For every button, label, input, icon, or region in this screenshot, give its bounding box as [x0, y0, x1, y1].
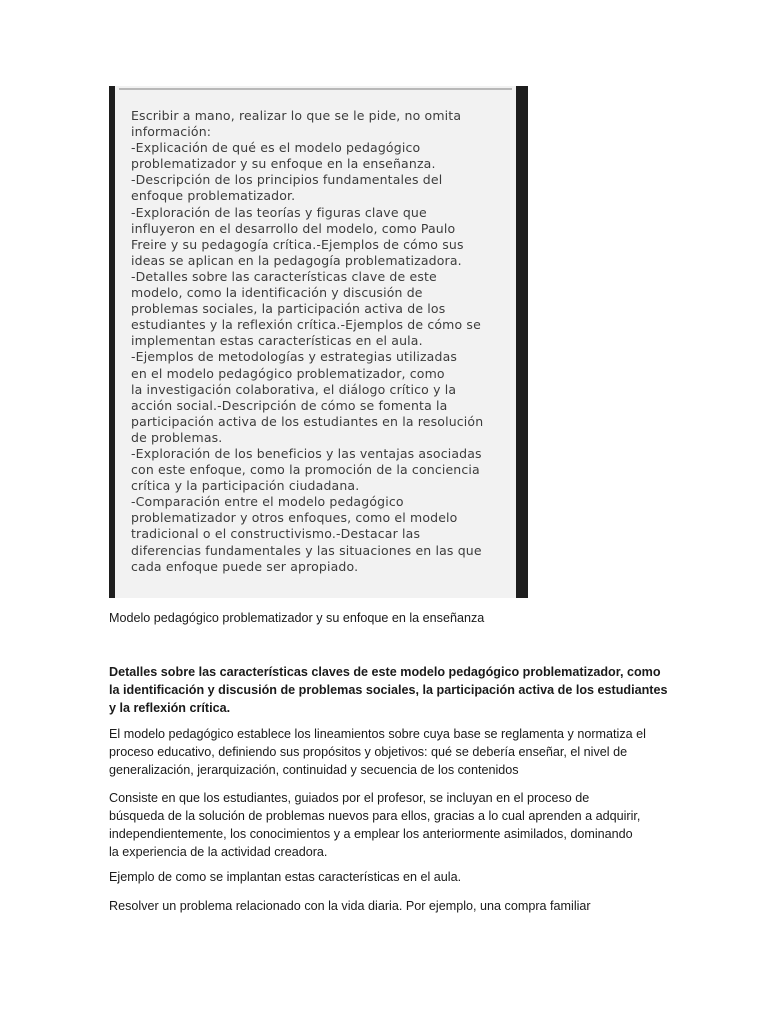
photo-line: acción social.-Descripción de cómo se fomenta la [131, 397, 448, 413]
heading-line: y la reflexión crítica. [109, 701, 231, 715]
photo-caption: Modelo pedagógico problematizador y su enfoque en la enseñanza [109, 611, 485, 625]
paragraph-line: búsqueda de la solución de problemas nuevos para ellos, gracias a lo cual aprenden a adquirir, [109, 809, 641, 823]
photo-line: cada enfoque puede ser apropiado. [131, 558, 359, 574]
photo-line: modelo, como la identificación y discusión de [131, 285, 423, 301]
photo-line: -Comparación entre el modelo pedagógico [131, 494, 404, 510]
photo-line: problemas sociales, la participación activa de los [131, 301, 446, 317]
photo-line: participación activa de los estudiantes en la resolución [131, 413, 484, 429]
paragraph-line: El modelo pedagógico establece los lineamientos sobre cuya base se reglamenta y normatiza el [109, 727, 646, 741]
heading-line: Detalles sobre las características claves de este modelo pedagógico problematizador, como [109, 665, 661, 679]
photo-line: tradicional o el constructivismo.-Destacar las [131, 526, 421, 542]
photo-line: -Ejemplos de metodologías y estrategias utilizadas [131, 349, 458, 365]
paragraph-line: proceso educativo, definiendo sus propósitos y objetivos: qué se debería enseñar, el nivel de [109, 745, 628, 759]
photo-line: en el modelo pedagógico problematizador, como [131, 365, 445, 381]
photo-line: Escribir a mano, realizar lo que se le pide, no omita [131, 108, 462, 123]
section-heading [109, 663, 668, 717]
photo-line: crítica y la participación ciudadana. [131, 478, 360, 494]
paragraph-line: independientemente, los conocimientos y a emplear los anteriormente asimilados, dominando [109, 827, 633, 841]
photo-line: información: [131, 124, 212, 140]
photo-line: -Descripción de los principios fundamentales del [131, 172, 443, 188]
photo-paper [115, 86, 516, 598]
photo-line: influyeron en el desarrollo del modelo, como Paulo [131, 220, 456, 236]
photo-line: -Explicación de qué es el modelo pedagógico [131, 140, 421, 156]
photo-line: enfoque problematizador. [131, 188, 296, 204]
photo-instructions-text [131, 108, 506, 575]
photo-divider [119, 88, 512, 90]
photo-line: problematizador y su enfoque en la enseñanza. [131, 156, 436, 172]
photo-line: la investigación colaborativa, el diálogo crítico y la [131, 381, 457, 397]
photo-line: -Exploración de las teorías y figuras clave que [131, 204, 427, 220]
paragraph-example-intro: Ejemplo de como se implantan estas características en el aula. [109, 870, 462, 884]
photo-line: ideas se aplican en la pedagogía problematizadora. [131, 252, 462, 268]
photo-line: Freire y su pedagogía crítica.-Ejemplos de cómo sus [131, 236, 464, 252]
paragraph-line: generalización, jerarquización, continuidad y secuencia de los contenidos [109, 763, 519, 777]
photo-line: -Detalles sobre las características clave de este [131, 268, 437, 284]
paragraph-model-description [109, 789, 665, 861]
paragraph-example: Resolver un problema relacionado con la vida diaria. Por ejemplo, una compra familiar [109, 899, 591, 913]
photo-line: problematizador y otros enfoques, como el modelo [131, 510, 458, 526]
heading-line: la identificación y discusión de problemas sociales, la participación activa de los estudiantes [109, 683, 668, 697]
handwriting-instructions-photo [109, 86, 528, 598]
paragraph-model-definition [109, 725, 665, 779]
photo-line: de problemas. [131, 429, 223, 445]
paragraph-line: Consiste en que los estudiantes, guiados por el profesor, se incluyan en el proceso de [109, 791, 590, 805]
paragraph-line: la experiencia de la actividad creadora. [109, 845, 328, 859]
photo-line: implementan estas características en el aula. [131, 333, 423, 349]
photo-line: estudiantes y la reflexión crítica.-Ejemplos de cómo se [131, 317, 481, 333]
photo-line: diferencias fundamentales y las situaciones en las que [131, 542, 482, 558]
photo-line: -Exploración de los beneficios y las ventajas asociadas [131, 445, 482, 461]
photo-line: con este enfoque, como la promoción de la conciencia [131, 462, 480, 478]
